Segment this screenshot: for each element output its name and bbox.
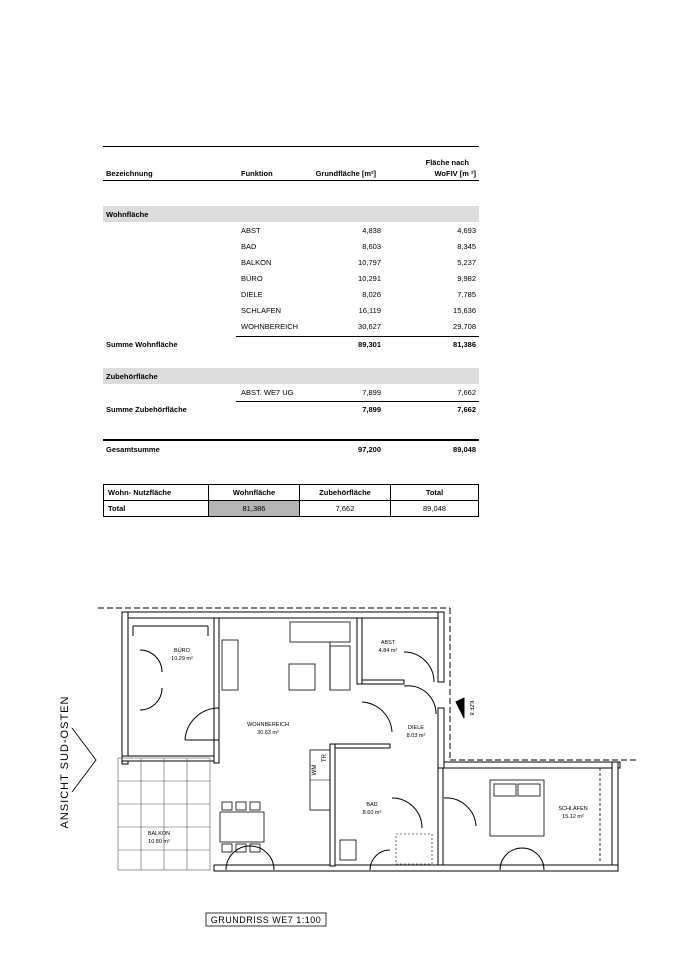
- row-grund: 8,603: [362, 242, 381, 251]
- row-wofiv: 9,982: [457, 274, 476, 283]
- summary-header-total: Total: [391, 485, 479, 501]
- door-arc-diele: [362, 702, 392, 732]
- row-wofiv: 7,662: [457, 388, 476, 397]
- row-funktion: BÜRO: [241, 274, 263, 283]
- sum-wofiv-zubehoer: 7,662: [457, 405, 476, 414]
- row-grund: 16,119: [358, 306, 381, 315]
- room-name-abst: ABST: [380, 640, 396, 646]
- row-funktion: ABST: [241, 226, 261, 235]
- row-funktion: SCHLAFEN: [241, 306, 282, 315]
- header-bezeichnung: Bezeichnung: [106, 169, 153, 178]
- summary-header-zubehoer: Zubehörfläche: [300, 485, 391, 501]
- toilet: [340, 840, 356, 860]
- row-wofiv: 15,636: [453, 306, 476, 315]
- sum-grund-wohn: 89,301: [358, 340, 381, 349]
- sum-rule-wohn: [236, 336, 479, 337]
- door-arc-bad: [392, 798, 422, 828]
- row-wofiv: 8,345: [457, 242, 476, 251]
- room-area-schlafen: 15.12 m²: [562, 814, 584, 820]
- row-funktion: DIELE: [241, 290, 263, 299]
- section-band-wohnflaeche: [103, 206, 479, 222]
- room-name-buero: BÜRO: [174, 648, 190, 654]
- room-name-bad: BAD: [366, 802, 378, 808]
- summary-total-label: Total: [104, 501, 209, 517]
- view-label: ANSICHT SUD-OSTEN: [59, 695, 71, 829]
- label-wm: WM: [312, 764, 318, 776]
- row-grund: 8,026: [362, 290, 381, 299]
- sum-label-wohn: Summe Wohnfläche: [106, 340, 178, 349]
- room-area-balkon: 10.80 m²: [148, 839, 170, 845]
- row-funktion: ABST. WE7 UG: [241, 388, 294, 397]
- sum-label-zubehoer: Summe Zubehörfläche: [106, 405, 187, 414]
- header-funktion: Funktion: [241, 169, 273, 178]
- exterior-walls: [122, 612, 620, 871]
- header-grundflaeche: Grundfläche [m²]: [315, 169, 376, 178]
- section-title-wohnflaeche: Wohnfläche: [106, 210, 149, 219]
- section-title-zubehoer: Zubehörfläche: [106, 372, 158, 381]
- section-band-zubehoer: [103, 368, 479, 384]
- room-name-balkon: BALKON: [147, 831, 171, 837]
- gesamt-label: Gesamtsumme: [106, 445, 160, 454]
- room-area-wohnbereich: 30.63 m²: [257, 730, 279, 736]
- room-area-bad: 8.60 m²: [362, 810, 382, 816]
- plan-title: GRUNDRISS WE7 1:100: [210, 915, 322, 925]
- gesamt-wofiv: 89,048: [453, 445, 476, 454]
- door-arc-schlafen: [444, 798, 476, 826]
- sum-grund-zubehoer: 7,899: [362, 405, 381, 414]
- row-funktion: BALKON: [241, 258, 272, 267]
- balkon-grid: [118, 758, 210, 870]
- door-arc-entry: [404, 686, 436, 714]
- header-rule: [103, 180, 479, 181]
- summary-header-wohnflaeche: Wohnfläche: [209, 485, 300, 501]
- gesamt-grund: 97,200: [358, 445, 381, 454]
- dining-table: [220, 802, 264, 852]
- floor-plan: [0, 590, 679, 940]
- door-arc-abst: [404, 652, 434, 682]
- room-name-schlafen: SCHLAFEN: [558, 806, 588, 812]
- row-funktion: BAD: [241, 242, 257, 251]
- view-arrow-icon: [72, 728, 96, 792]
- label-kitchen: KZF 8: [468, 700, 474, 716]
- summary-header-nutzflaeche: Wohn- Nutzfläche: [104, 485, 209, 501]
- row-wofiv: 5,237: [457, 258, 476, 267]
- label-tr: TR: [322, 754, 328, 762]
- row-grund: 10,291: [358, 274, 381, 283]
- summary-total-value: 89,048: [391, 501, 479, 517]
- door-arc-buero-2: [140, 688, 162, 710]
- room-name-wohnbereich: WOHNBEREICH: [247, 722, 289, 728]
- header-wofiv-line2: WoFIV [m ²]: [434, 169, 476, 178]
- shower: [396, 834, 432, 864]
- row-grund: 4,838: [362, 226, 381, 235]
- row-wofiv: 7,785: [457, 290, 476, 299]
- row-grund: 10,797: [358, 258, 381, 267]
- table-top-rule: [103, 146, 479, 147]
- summary-header-row: [104, 485, 479, 501]
- entry-arrow-icon: [456, 698, 464, 718]
- sum-wofiv-wohn: 81,386: [453, 340, 476, 349]
- row-grund: 30,627: [358, 322, 381, 331]
- summary-total-row: [104, 501, 479, 517]
- sum-rule-zubehoer: [236, 401, 479, 402]
- room-name-diele: DIELE: [408, 725, 424, 731]
- summary-table: [103, 484, 479, 517]
- row-funktion: WOHNBEREICH: [241, 322, 299, 331]
- row-wofiv: 29,708: [453, 322, 476, 331]
- room-area-abst: 4.84 m²: [378, 648, 398, 654]
- summary-wohn-value: 81,386: [209, 501, 300, 517]
- row-wofiv: 4,693: [457, 226, 476, 235]
- kitchen-counter: [222, 622, 350, 690]
- door-arc-buero-1: [140, 650, 162, 672]
- total-rule: [103, 439, 479, 441]
- room-area-diele: 8.03 m²: [406, 733, 426, 739]
- summary-zubehoer-value: 7,662: [300, 501, 391, 517]
- room-area-buero: 10.29 m²: [171, 656, 193, 662]
- row-grund: 7,899: [362, 388, 381, 397]
- header-wofiv-line1: Fläche nach: [425, 158, 469, 167]
